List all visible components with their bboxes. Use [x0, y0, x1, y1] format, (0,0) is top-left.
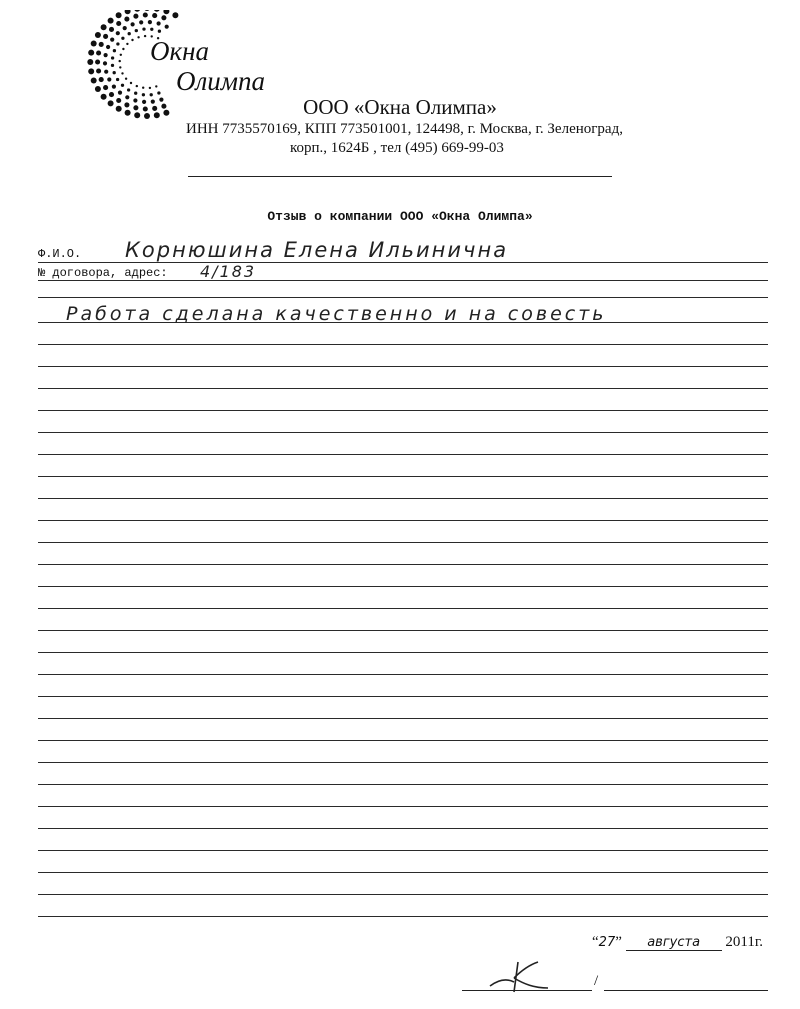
fio-label: Ф.И.О. — [38, 247, 82, 261]
ruled-line — [38, 476, 768, 477]
ruled-line — [38, 262, 768, 263]
fio-value: Корнюшина Елена Ильинична — [125, 238, 509, 262]
ruled-line — [38, 280, 768, 281]
signature-separator: / — [594, 973, 599, 989]
ruled-line — [38, 762, 768, 763]
date-year: 2011г. — [725, 934, 764, 950]
ruled-line — [38, 366, 768, 367]
ruled-line — [38, 410, 768, 411]
form-title: Отзыв о компании ООО «Окна Олимпа» — [267, 209, 533, 224]
contract-label: № договора, адрес: — [38, 266, 168, 280]
company-details-line2: корп., 1624Б , тел (495) 669-99-03 — [290, 140, 504, 156]
date-day: 27 — [598, 935, 616, 950]
ruled-line — [38, 454, 768, 455]
ruled-line — [38, 388, 768, 389]
ruled-line — [38, 784, 768, 785]
ruled-line — [38, 740, 768, 741]
ruled-line — [38, 608, 768, 609]
company-name: ООО «Окна Олимпа» — [303, 95, 497, 119]
signature-name-line — [604, 990, 768, 991]
ruled-line — [38, 520, 768, 521]
contract-value: 4/183 — [200, 262, 257, 281]
ruled-line — [38, 894, 768, 895]
ruled-line — [38, 674, 768, 675]
logo-text-line1: Окна — [150, 36, 210, 66]
logo-text-line2: Олимпа — [176, 66, 266, 96]
date-field: “27” августа 2011г. — [592, 934, 764, 950]
ruled-line — [38, 828, 768, 829]
ruled-line — [38, 586, 768, 587]
ruled-line — [38, 872, 768, 873]
signature-mark — [484, 958, 554, 994]
review-text: Работа сделана качественно и на совесть — [66, 303, 607, 325]
ruled-line — [38, 432, 768, 433]
ruled-line — [38, 344, 768, 345]
ruled-line — [38, 542, 768, 543]
ruled-line — [38, 652, 768, 653]
ruled-line — [38, 498, 768, 499]
ruled-line — [38, 630, 768, 631]
company-details-line1: ИНН 7735570169, КПП 773501001, 124498, г. Москва, г. Зеленоград, — [186, 121, 623, 137]
ruled-line — [38, 916, 768, 917]
ruled-line — [38, 850, 768, 851]
date-month: августа — [626, 935, 722, 951]
ruled-line — [38, 564, 768, 565]
ruled-line — [38, 696, 768, 697]
ruled-line — [38, 806, 768, 807]
ruled-line — [38, 297, 768, 298]
ruled-line — [38, 718, 768, 719]
